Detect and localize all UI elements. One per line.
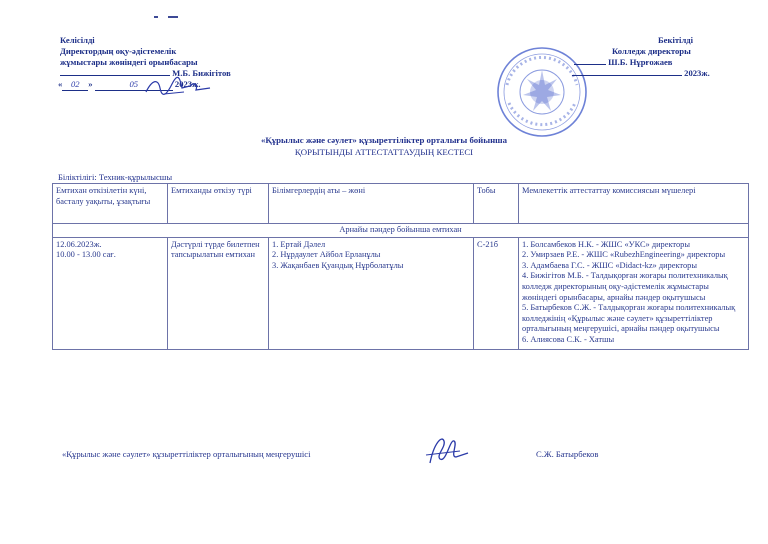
approval-right-date-line [572, 68, 710, 79]
header-exam-date: Емтихан өткізілетін күні, басталу уақыты, ұзақтығы [53, 184, 168, 224]
approval-right-block [608, 35, 710, 79]
attestation-schedule-table [52, 183, 749, 350]
header-group: Тобы [474, 184, 519, 224]
student-name: 1. Ертай Дәлел [272, 239, 326, 249]
exam-type-cell: Дәстүрлі түрде билетпен тапсырылатын емтихан [168, 237, 269, 349]
approval-right-year: 2023ж. [684, 68, 710, 78]
commission-member: 1. Болсамбеков Н.К. - ЖШС «УКС» директоры [522, 239, 690, 249]
footer-role: «Құрылыс және сәулет» құзыреттіліктер орталығының меңгерушісі [62, 449, 311, 459]
exam-date: 12.06.2023ж. [56, 239, 102, 249]
group-cell: С-21б [474, 237, 519, 349]
document-subtitle: ҚОРЫТЫНДЫ АТТЕСТАТТАУДЫҢ КЕСТЕСІ [294, 147, 474, 157]
table-row [53, 237, 749, 349]
footer-name: С.Ж. Батырбеков [536, 449, 599, 459]
approval-right-name-line [574, 57, 710, 68]
exam-time: 10.00 - 13.00 сағ. [56, 250, 116, 260]
commission-member: 3. Адамбаева Г.С. - ЖШС «Didact-kz» директоры [522, 260, 697, 270]
approval-left-heading: Келісілді [60, 35, 95, 45]
qualification-label: Біліктілігі: Техник-құрылысшы [58, 172, 173, 182]
header-commission-members: Мемлекеттік аттестаттау комиссиясын мүшелері [519, 184, 749, 224]
signature-footer [420, 433, 472, 469]
header-exam-type: Емтиханды өткізу түрі [168, 184, 269, 224]
scan-speck [168, 16, 178, 18]
commission-members-cell [519, 237, 749, 349]
section-row [53, 224, 749, 238]
header-student-names: Білімгерлердің аты – жөні [269, 184, 474, 224]
approval-left-name: М.Б. Бижігітов [172, 68, 231, 78]
student-name: 2. Нұрдаулет Айбол Ерланұлы [272, 250, 381, 260]
exam-date-cell [53, 237, 168, 349]
approval-day: 02 [62, 79, 88, 91]
scan-speck [154, 16, 158, 18]
students-cell [269, 237, 474, 349]
section-title: Арнайы пәндер бойынша емтихан [53, 224, 749, 238]
commission-member: 5. Батырбеков С.Ж. - Талдықорған жоғары политехникалық колледжінің «Құрылыс және сәулет» құзыреттіліктер орталығының меңгерушісі, арнайы пәндер оқытушысы [522, 303, 736, 334]
approval-left-position-2: жұмыстары жөніндегі орынбасары [60, 57, 198, 67]
approval-left-position: Директордың оқу-әдістемелік [60, 46, 177, 56]
approval-right-name: Ш.Б. Нұрғожаев [608, 57, 673, 67]
signature-left [144, 74, 214, 102]
document-title: «Құрылыс және сәулет» құзыреттіліктер орталығы бойынша [260, 135, 508, 145]
commission-member: 4. Бижігітов М.Б. - Талдықорған жоғары политехникалық колледж директорының оқу-әдістемелік жұмыстары жөніндегі орынбасары, арнайы пәндер оқытушысы [522, 271, 728, 302]
approval-right-position: Колледж директоры [612, 46, 691, 56]
approval-month: 05 [95, 79, 173, 91]
approval-right-heading: Бекітілді [658, 35, 694, 45]
table-header-row [53, 184, 749, 224]
student-name: 3. Жақанбаев Қуандық Нұрболатұлы [272, 260, 404, 270]
commission-member: 6. Алиясова С.К. - Хатшы [522, 334, 615, 344]
commission-member: 2. Умирзаев Р.Е. - ЖШС «RubezhEngineering» директоры [522, 250, 726, 260]
approval-left-year: 2023ж. [174, 79, 201, 89]
approval-left-date-line: « 02 » 05 2023ж. [58, 79, 201, 89]
